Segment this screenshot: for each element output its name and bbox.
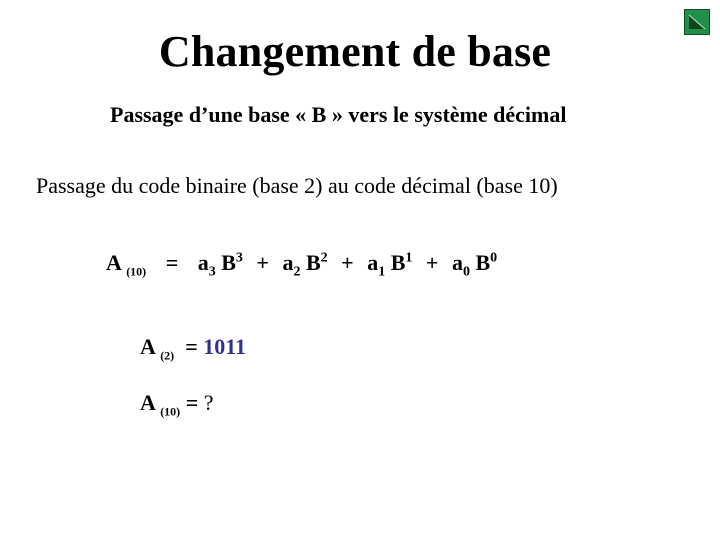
plus-sign: + xyxy=(425,250,439,275)
binary-equals: = xyxy=(185,334,198,359)
term-index: 1 xyxy=(378,264,386,280)
formula-lhs-var: A xyxy=(106,250,121,275)
term-exponent: 3 xyxy=(235,250,243,266)
term-base: B xyxy=(221,250,236,275)
binary-value: 1011 xyxy=(203,334,247,359)
term-index: 3 xyxy=(208,264,216,280)
term-base: B xyxy=(475,250,491,275)
decimal-var: A xyxy=(140,390,155,415)
plus-sign: + xyxy=(256,250,269,275)
term-index: 2 xyxy=(293,264,301,280)
binary-base: (2) xyxy=(160,348,175,363)
binary-var: A xyxy=(140,334,155,359)
term-coef: a xyxy=(451,250,463,275)
decimal-base: (10) xyxy=(160,404,181,419)
term-coef: a xyxy=(367,250,379,275)
term-coef: a xyxy=(282,250,294,275)
plus-sign: + xyxy=(341,250,354,275)
decimal-unknown: ? xyxy=(203,390,214,415)
term-coef: a xyxy=(197,250,209,275)
term-index: 0 xyxy=(462,264,470,280)
general-formula xyxy=(106,250,497,280)
term-exponent: 2 xyxy=(320,250,328,266)
binary-value-line xyxy=(140,334,246,363)
term-base: B xyxy=(390,250,406,275)
slide-subtitle: Passage d’une base « B » vers le système décimal xyxy=(110,102,567,127)
term-exponent: 0 xyxy=(490,250,498,266)
decimal-equals: = xyxy=(185,390,199,415)
term-base: B xyxy=(305,250,321,275)
formula-equals: = xyxy=(165,250,179,275)
slide-title: Changement de base xyxy=(158,27,552,76)
intro-text: Passage du code binaire (base 2) au code décimal (base 10) xyxy=(36,173,558,198)
decimal-value-line xyxy=(140,390,214,419)
formula-lhs-base: (10) xyxy=(126,264,147,279)
back-triangle-icon xyxy=(685,10,709,34)
back-button[interactable] xyxy=(684,9,710,35)
term-exponent: 1 xyxy=(405,250,413,266)
